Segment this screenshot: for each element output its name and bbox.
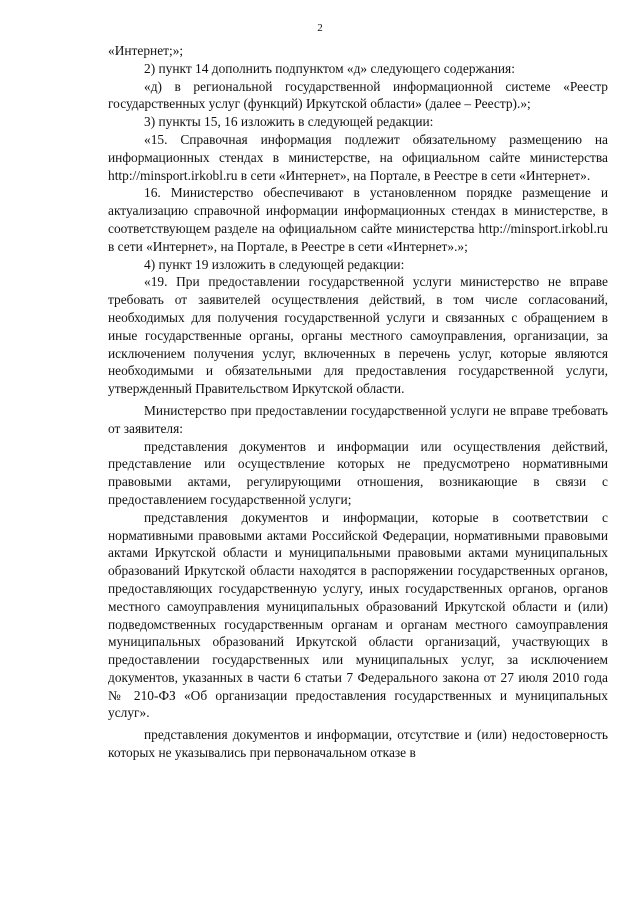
- paragraph-9: Министерство при предоставлении государственной услуги не вправе требовать от заявителя:: [108, 402, 608, 436]
- paragraph-4: 3) пункты 15, 16 изложить в следующей редакции:: [144, 114, 434, 130]
- paragraph-12: представления документов и информации, отсутствие и (или) недостоверность которых не указывались при первоначальном отказе в: [108, 727, 608, 761]
- paragraph-1: «Интернет;»;: [108, 43, 184, 58]
- paragraph-7: 4) пункт 19 изложить в следующей редакции:: [144, 256, 405, 272]
- paragraph-6: 16. Министерство обеспечивают в установленном порядке размещение и актуализацию справочной информации информационных стендах в министерстве, в соответствующем разделе на официальном сайте министерства http://minsport.irkobl.ru в сети «Интернет», на Портале, в Реестре в сети «Интернет».»;: [108, 185, 608, 254]
- paragraph-11: представления документов и информации, которые в соответствии с нормативными правовыми актами Российской Федерации, нормативными правовыми актами Иркутской области и муниципальными правовыми актами муниципальных образований Иркутской области находятся в распоряжении государственных органов, предоставляющих государственную услугу, иных государственных органов, органов местного самоуправления муниципальных образований Иркутской области и (или) подведомственных государственным органам и органам местного самоуправления муниципальных образований Иркутской области организаций, участвующих в предоставлении государственных или муниципальных услуг, за исключением документов, указанных в части 6 статьи 7 Федерального закона от 27 июля 2010 года № 210-ФЗ «Об организации предоставления государственных и муниципальных услуг».: [108, 509, 608, 721]
- paragraph-2: 2) пункт 14 дополнить подпунктом «д» следующего содержания:: [144, 60, 515, 76]
- page-number: 2: [317, 22, 323, 34]
- paragraph-5: «15. Справочная информация подлежит обязательному размещению на информационных стендах в министерстве, на официальном сайте министерства http://minsport.irkobl.ru в сети «Интернет», на Портале, в Реестре в сети «Интернет».: [108, 131, 608, 183]
- paragraph-3: «д) в региональной государственной информационной системе «Реестр государственных услуг (функций) Иркутской области» (далее – Реестр).»;: [108, 78, 608, 112]
- paragraph-10: представления документов и информации или осуществления действий, представление или осуществление которых не предусмотрено нормативными правовыми актами, регулирующими отношения, возникающие в связи с предоставлением государственной услуги;: [108, 438, 608, 507]
- document-body: [108, 42, 608, 762]
- paragraph-8: «19. При предоставлении государственной услуги министерство не вправе требовать от заявителей осуществления действий, в том числе согласований, необходимых для получения государственной услуги и связанных с обращением в иные государственные органы, органы местного самоуправления, организации, за исключением получения услуг, включенных в перечень услуг, которые являются необходимыми и обязательными для предоставления государственной услуги, утвержденный Правительством Иркутской области.: [108, 274, 608, 397]
